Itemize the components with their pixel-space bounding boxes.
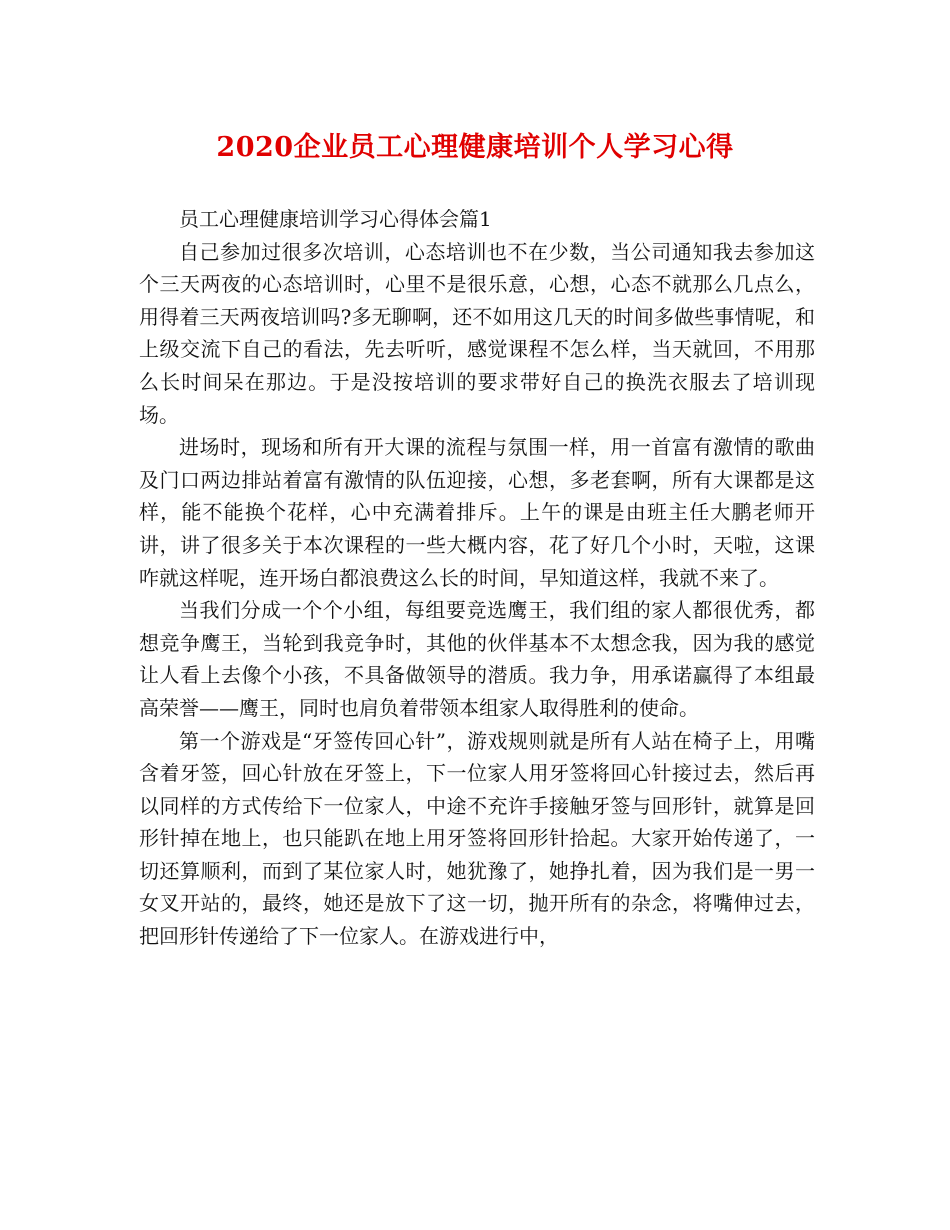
body-paragraph: 自己参加过很多次培训，心态培训也不在少数，当公司通知我去参加这个三天两夜的心态培训时，心里不是很乐意，心想，心态不就那么几点么，用得着三天两夜培训吗?多无聊啊，还不如用这几天的时间多做些事情呢，和上级交流下自己的看法，先去听听，感觉课程不怎么样，当天就回，不用那么长时间呆在那边。于是没按培训的要求带好自己的换洗衣服去了培训现场。	[139, 239, 815, 427]
document-title: 2020企业员工心理健康培训个人学习心得	[216, 132, 734, 163]
document-body	[139, 203, 815, 953]
body-paragraph: 当我们分成一个个小组，每组要竞选鹰王，我们组的家人都很优秀，都想竞争鹰王，当轮到我竞争时，其他的伙伴基本不太想念我，因为我的感觉让人看上去像个小孩，不具备做领导的潜质。我力争，用承诺赢得了本组最高荣誉——鹰王，同时也肩负着带领本组家人取得胜利的使命。	[139, 598, 815, 720]
body-paragraph: 第一个游戏是“牙签传回心针”，游戏规则就是所有人站在椅子上，用嘴含着牙签，回心针放在牙签上，下一位家人用牙签将回心针接过去，然后再以同样的方式传给下一位家人，中途不充许手接触牙签与回形针，就算是回形针掉在地上，也只能趴在地上用牙签将回形针拾起。大家开始传递了，一切还算顺利，而到了某位家人时，她犹豫了，她挣扎着，因为我们是一男一女叉开站的，最终，她还是放下了这一切，抛开所有的杂念，将嘴伸过去，把回形针传递给了下一位家人。在游戏进行中，	[139, 728, 815, 949]
section-heading: 员工心理健康培训学习心得体会篇1	[179, 207, 492, 231]
body-paragraph: 进场时，现场和所有开大课的流程与氛围一样，用一首富有激情的歌曲及门口两边排站着富有激情的队伍迎接，心想，多老套啊，所有大课都是这样，能不能换个花样，心中充满着排斥。上午的课是由班主任大鹏老师开讲，讲了很多关于本次课程的一些大概内容，花了好几个小时，天啦，这课咋就这样呢，连开场白都浪费这么长的时间，早知道这样，我就不来了。	[139, 435, 815, 590]
